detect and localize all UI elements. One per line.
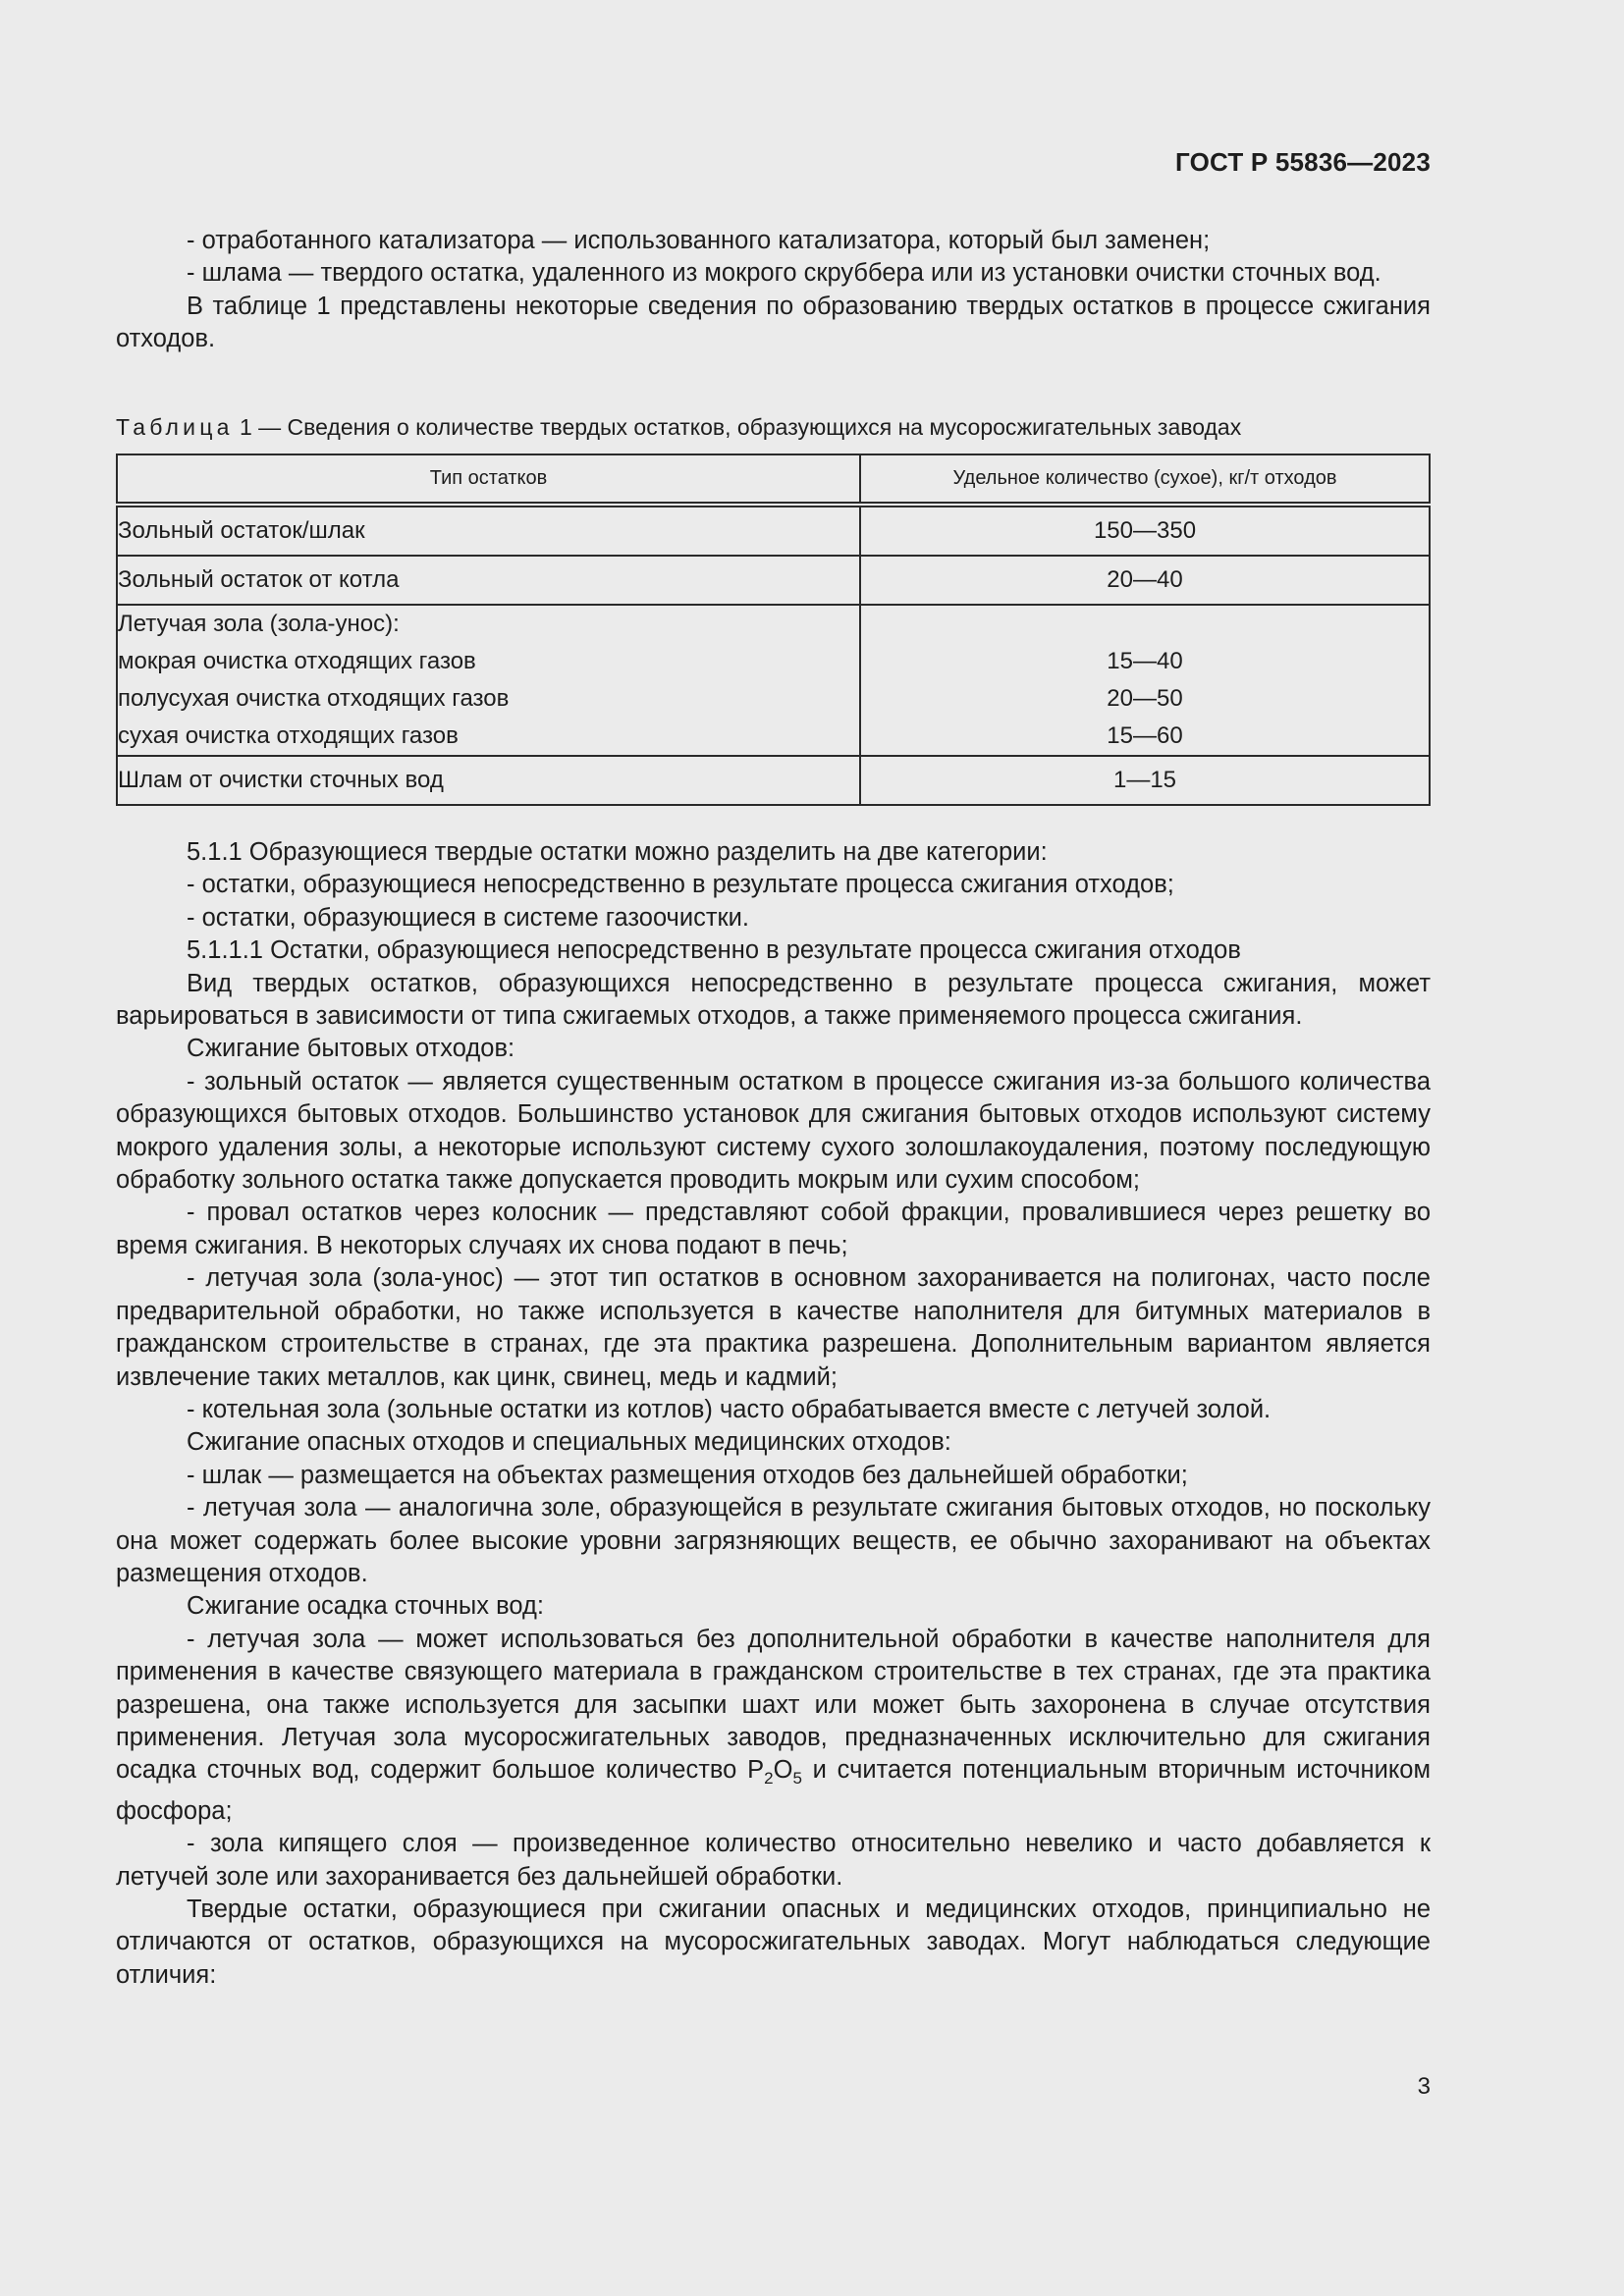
page-number: 3	[1417, 2073, 1431, 2100]
table-row	[117, 605, 1430, 756]
cell-quantity: 15—40	[1107, 648, 1183, 674]
formula-element: P	[747, 1756, 765, 1785]
document-code: ГОСТ Р 55836—2023	[1175, 147, 1431, 177]
paragraph: - шлама — твердого остатка, удаленного из мокрого скруббера или из установки очистки сточных вод.	[187, 259, 1381, 288]
list-item	[116, 1624, 1431, 1828]
cell-quantity: 150—350	[860, 505, 1430, 556]
table-row	[117, 556, 1430, 605]
list-item: - остатки, образующиеся в системе газоочистки.	[187, 903, 750, 932]
table-caption-text: 1 — Сведения о количестве твердых остатков, образующихся на мусоросжигательных заводах	[239, 414, 1242, 440]
cell-quantity: 1—15	[860, 756, 1430, 805]
cell-residue-type: Зольный остаток/шлак	[117, 505, 860, 556]
list-item: - летучая зола — аналогична золе, образующейся в результате сжигания бытовых отходов, но поскольку она может содержать более высокие уровни загрязняющих веществ, ее обычно захоранивают на объектах размещения отходов.	[116, 1494, 1431, 1587]
cell-residue-type: мокрая очистка отходящих газов	[118, 648, 476, 674]
formula-element: O	[773, 1756, 793, 1785]
table-caption	[116, 412, 1431, 442]
cell-residue-type: полусухая очистка отходящих газов	[118, 685, 510, 712]
paragraph: Сжигание опасных отходов и специальных медицинских отходов:	[187, 1428, 951, 1457]
cell-quantity-group	[860, 605, 1430, 756]
cell-quantity: 20—50	[1107, 685, 1183, 712]
paragraph: Вид твердых остатков, образующихся непосредственно в результате процесса сжигания, может варьироваться в зависимости от типа сжигаемых отходов, а также применяемого процесса сжигания.	[116, 969, 1431, 1031]
cell-residue-type: Шлам от очистки сточных вод	[117, 756, 860, 805]
column-header-type: Тип остатков	[117, 454, 860, 505]
list-item: - шлак — размещается на объектах размещения отходов без дальнейшей обработки;	[187, 1461, 1188, 1489]
cell-quantity: 20—40	[860, 556, 1430, 605]
list-item: - остатки, образующиеся непосредственно в результате процесса сжигания отходов;	[187, 871, 1174, 899]
formula-subscript: 5	[792, 1769, 802, 1789]
paragraph: В таблице 1 представлены некоторые сведения по образованию твердых остатков в процессе сжигания отходов.	[116, 292, 1431, 353]
cell-quantity: 15—60	[1107, 722, 1183, 749]
table-row	[117, 505, 1430, 556]
list-item: - зола кипящего слоя — произведенное количество относительно невелико и часто добавляется к летучей золе или захоранивается без дальнейшей обработки.	[116, 1830, 1431, 1891]
table-caption-label: Таблица	[116, 414, 234, 440]
list-item: - летучая зола (зола-унос) — этот тип остатков в основном захоранивается на полигонах, часто после предварительной обработки, но также используется в качестве наполнителя для битумных материалов в гражданском строительстве в странах, где эта практика разрешена. Дополнительным вариантом является извлечение таких металлов, как цинк, свинец, медь и кадмий;	[116, 1264, 1431, 1391]
list-item: - зольный остаток — является существенным остатком в процессе сжигания из-за большого количества образующихся бытовых отходов. Большинство установок для сжигания бытовых отходов используют систему мокрого удаления золы, а некоторые используют систему сухого золошлакоудаления, поэтому последующую обработку зольного остатка также допускается проводить мокрым или сухим способом;	[116, 1067, 1431, 1195]
residues-table	[116, 454, 1431, 806]
list-item: - провал остатков через колосник — представляют собой фракции, провалившиеся через решетку во время сжигания. В некоторых случаях их снова подают в печь;	[116, 1199, 1431, 1259]
formula-subscript: 2	[764, 1769, 774, 1789]
section-heading: 5.1.1 Образующиеся твердые остатки можно разделить на две категории:	[187, 838, 1048, 866]
cell-residue-type: Летучая зола (зола-унос):	[118, 611, 400, 637]
intro-block	[116, 225, 1431, 356]
table-row	[117, 756, 1430, 805]
list-item: - котельная зола (зольные остатки из котлов) часто обрабатывается вместе с летучей золой.	[187, 1395, 1272, 1423]
paragraph: - отработанного катализатора — использованного катализатора, который был заменен;	[187, 227, 1211, 254]
section-heading: 5.1.1.1 Остатки, образующиеся непосредственно в результате процесса сжигания отходов	[187, 936, 1241, 965]
cell-residue-type: сухая очистка отходящих газов	[118, 722, 459, 749]
cell-residue-type-group	[117, 605, 860, 756]
text-run: и считается потенциальным вторичным источником фосфора;	[116, 1756, 1431, 1825]
column-header-quantity: Удельное количество (сухое), кг/т отходов	[860, 454, 1430, 505]
paragraph: Сжигание бытовых отходов:	[187, 1035, 515, 1063]
paragraph: Сжигание осадка сточных вод:	[187, 1592, 544, 1621]
cell-quantity	[861, 606, 1429, 643]
table-header-row	[117, 454, 1430, 505]
paragraph: Твердые остатки, образующиеся при сжигании опасных и медицинских отходов, принципиально не отличаются от остатков, образующихся на мусоросжигательных заводах. Могут наблюдаться следующие отличия:	[116, 1896, 1431, 1989]
text-run: - летучая зола — может использоваться без дополнительной обработки в качестве наполнителя для применения в качестве связующего материала в гражданском строительстве в тех странах, где эта практика разрешена, она также используется для засыпки шахт или может быть захоронена в случае отсутствия применения. Летучая зола мусоросжигательных заводов, предназначенных исключительно для сжигания осадка сточных вод, содержит большое количество	[116, 1625, 1431, 1785]
cell-residue-type: Зольный остаток от котла	[117, 556, 860, 605]
main-text-block	[116, 836, 1431, 1992]
